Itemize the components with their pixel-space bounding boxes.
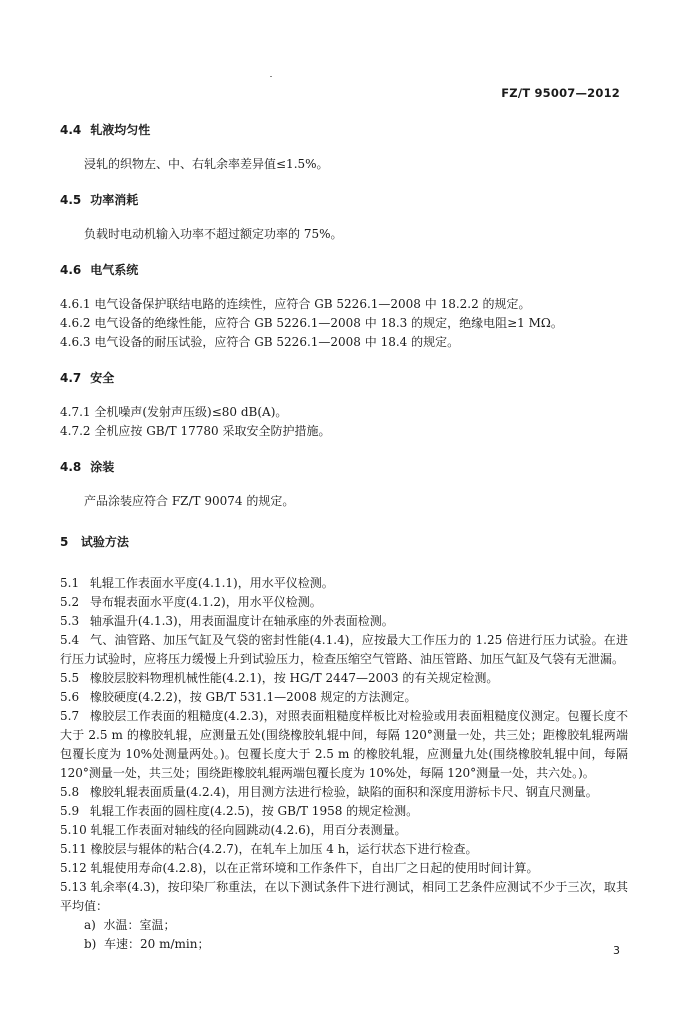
clause-4-7-1: 4.7.1 全机噪声(发射声压级)≤80 dB(A)。 bbox=[60, 405, 288, 419]
section-heading-4-6: 4.6 电气系统 bbox=[60, 263, 139, 277]
clause-5-13: 5.13 轧余率(4.3)，按印染厂称重法，在以下测试条件下进行测试，相同工艺条件应测试不少于三次，取其平均值： bbox=[60, 880, 628, 913]
clause-5-11: 5.11 橡胶层与辊体的粘合(4.2.7)，在轧车上加压 4 h，运行状态下进行检查。 bbox=[60, 842, 478, 856]
chapter-heading-5: 5 试验方法 bbox=[60, 535, 129, 549]
section-body-4-8: 产品涂装应符合 FZ/T 90074 的规定。 bbox=[84, 494, 295, 508]
section-heading-4-7: 4.7 安全 bbox=[60, 371, 115, 385]
page-number: 3 bbox=[613, 944, 620, 957]
clause-5-4: 5.4 气、油管路、加压气缸及气袋的密封性能(4.1.4)，应按最大工作压力的 1.25 倍进行压力试验。在进行压力试验时，应将压力缓慢上升到试验压力，检查压缩空气管路、油压管路、加压气缸及气袋有无泄漏。 bbox=[60, 633, 628, 666]
clause-5-1: 5.1 轧辊工作表面水平度(4.1.1)，用水平仪检测。 bbox=[60, 576, 334, 590]
list-item-a: a) 水温：室温； bbox=[84, 918, 176, 932]
section-body-4-4: 浸轧的织物左、中、右轧余率差异值≤1.5%。 bbox=[84, 157, 329, 171]
clause-4-6-2: 4.6.2 电气设备的绝缘性能，应符合 GB 5226.1—2008 中 18.3 的规定，绝缘电阻≥1 MΩ。 bbox=[60, 316, 563, 330]
document-body bbox=[60, 121, 628, 954]
section-body-4-5: 负载时电动机输入功率不超过额定功率的 75%。 bbox=[84, 227, 343, 241]
clause-5-12: 5.12 轧辊使用寿命(4.2.8)，以在正常环境和工作条件下，自出厂之日起的使用时间计算。 bbox=[60, 861, 539, 875]
standard-code: FZ/T 95007—2012 bbox=[501, 86, 620, 100]
list-item-b: b) 车速：20 m/min； bbox=[84, 937, 210, 951]
clause-5-5: 5.5 橡胶层胶料物理机械性能(4.2.1)，按 HG/T 2447—2003 的有关规定检测。 bbox=[60, 671, 499, 685]
clause-4-6-1: 4.6.1 电气设备保护联结电路的连续性，应符合 GB 5226.1—2008 中 18.2.2 的规定。 bbox=[60, 297, 531, 311]
section-heading-4-5: 4.5 功率消耗 bbox=[60, 193, 139, 207]
clause-5-10: 5.10 轧辊工作表面对轴线的径向圆跳动(4.2.6)，用百分表测量。 bbox=[60, 823, 407, 837]
clause-5-8: 5.8 橡胶轧辊表面质量(4.2.4)，用目测方法进行检验，缺陷的面积和深度用游标卡尺、钢直尺测量。 bbox=[60, 785, 598, 799]
section-heading-4-4: 4.4 轧液均匀性 bbox=[60, 123, 151, 137]
clause-5-7: 5.7 橡胶层工作表面的粗糙度(4.2.3)，对照表面粗糙度样板比对检验或用表面粗糙度仪测定。包覆长度不大于 2.5 m 的橡胶轧辊，应测量五处(围绕橡胶轧辊中间，每隔 120°测量一处，共三处；距橡胶轧辊两端包覆长度为 10%处测量两处。)。包覆长度大于 2.5 m 的橡胶轧辊，应测量九处(围绕橡胶轧辊中间，每隔 120°测量一处，共三处；围绕距橡胶轧辊两端包覆长度为 10%处，每隔 120°测量一处，共六处。)。 bbox=[60, 709, 628, 780]
clause-4-6-3: 4.6.3 电气设备的耐压试验，应符合 GB 5226.1—2008 中 18.4 的规定。 bbox=[60, 335, 460, 349]
section-heading-4-8: 4.8 涂装 bbox=[60, 460, 115, 474]
scan-speck bbox=[270, 76, 272, 77]
clause-5-6: 5.6 橡胶硬度(4.2.2)，按 GB/T 531.1—2008 规定的方法测定。 bbox=[60, 690, 417, 704]
clause-5-3: 5.3 轴承温升(4.1.3)，用表面温度计在轴承座的外表面检测。 bbox=[60, 614, 394, 628]
clause-5-9: 5.9 轧辊工作表面的圆柱度(4.2.5)，按 GB/T 1958 的规定检测。 bbox=[60, 804, 419, 818]
clause-4-7-2: 4.7.2 全机应按 GB/T 17780 采取安全防护措施。 bbox=[60, 424, 331, 438]
clause-5-2: 5.2 导布辊表面水平度(4.1.2)，用水平仪检测。 bbox=[60, 595, 322, 609]
